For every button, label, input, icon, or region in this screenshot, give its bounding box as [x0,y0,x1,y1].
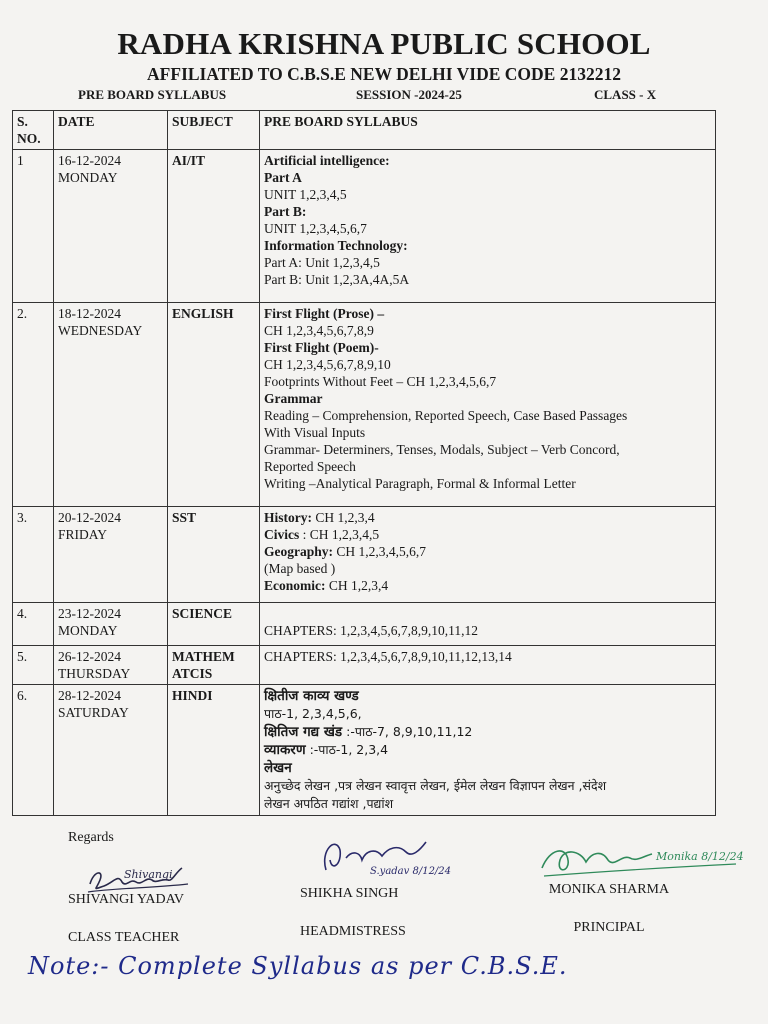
table-row [13,603,716,646]
syllabus-line: Part B: Unit 1,2,3A,4A,5A [264,272,410,287]
header-syllabus: PRE BOARD SYLLABUS [260,111,716,150]
syllabus-line: (Map based ) [264,561,336,576]
signatory-name: SHIVANGI YADAV [68,892,185,907]
header-subject: SUBJECT [168,111,260,150]
syllabus-line-part: CH 1,2,3,4 [325,578,389,593]
row-date [54,303,168,507]
school-name: RADHA KRISHNA PUBLIC SCHOOL [117,26,651,61]
syllabus-line: लेखन अपठित गद्यांश ,पद्यांश [264,796,394,811]
table-row [13,150,716,303]
signature-shivangi-text: Shivangi [124,868,173,881]
syllabus-line: Part A: Unit 1,2,3,4,5 [264,255,380,270]
syllabus-line [264,577,711,594]
syllabus-line: Reading – Comprehension, Reported Speech, Case Based Passages [264,408,628,423]
syllabus-line-part: क्षितिज गद्य खंड [264,724,343,740]
syllabus-line-part: : CH 1,2,3,4,5 [299,527,380,542]
row-day-value: SATURDAY [58,705,129,720]
row-date [54,603,168,646]
syllabus-line-part: CH 1,2,3,4 [312,510,375,525]
session-label: SESSION -2024-25 [356,87,462,102]
signature-shikha [316,830,452,880]
syllabus-line: पाठ-1, 2,3,4,5,6, [264,706,362,721]
syllabus-line: Part B: [264,204,307,219]
signature-area [0,826,768,1024]
row-syllabus [260,603,716,646]
syllabus-line-part: :-पाठ-7, 8,9,10,11,12 [342,724,473,739]
signatory-principal [534,882,684,936]
syllabus-line: Grammar [264,391,323,406]
row-subject: ENGLISH [168,303,260,507]
signatory-name: MONIKA SHARMA [548,882,670,897]
syllabus-line [264,526,711,543]
row-syllabus [260,646,716,685]
table-row [13,507,716,603]
syllabus-line [264,509,711,526]
syllabus-table [12,110,716,816]
row-day-value: MONDAY [58,623,118,638]
header-date: DATE [54,111,168,150]
row-sno: 6. [13,685,54,816]
table-row [13,303,716,507]
syllabus-line: Part A [264,170,302,185]
row-date [54,507,168,603]
syllabus-line: UNIT 1,2,3,4,5 [264,187,347,202]
row-syllabus [260,150,716,303]
row-sno: 1 [13,150,54,303]
handwritten-note: Note:- Complete Syllabus as per C.B.S.E. [28,952,568,980]
row-date [54,685,168,816]
row-syllabus [260,507,716,603]
row-subject: AI/IT [168,150,260,303]
syllabus-line: UNIT 1,2,3,4,5,6,7 [264,221,367,236]
syllabus-line: First Flight (Poem)- [264,340,379,355]
table-row [13,646,716,685]
syllabus-line: क्षितीज काव्य खण्ड [264,688,359,704]
syllabus-line-part: Civics [264,527,300,542]
syllabus-line [264,741,711,759]
row-date-value: 16-12-2024 [58,153,121,168]
signatory-class-teacher [68,892,208,946]
syllabus-line: Footprints Without Feet – CH 1,2,3,4,5,6,7 [264,374,497,389]
table-header-row [13,111,716,150]
syllabus-line: CH 1,2,3,4,5,6,7,8,9,10 [264,357,391,372]
syllabus-line [264,723,711,741]
syllabus-line [264,605,711,622]
table-row [13,685,716,816]
syllabus-line [264,543,711,560]
row-subject: SST [168,507,260,603]
row-syllabus [260,685,716,816]
syllabus-line: First Flight (Prose) – [264,306,385,321]
row-sno: 2. [13,303,54,507]
syllabus-line: लेखन [264,760,292,776]
syllabus-line: CHAPTERS: 1,2,3,4,5,6,7,8,9,10,11,12 [264,623,479,638]
syllabus-line-part: CH 1,2,3,4,5,6,7 [333,544,427,559]
signatory-title: HEADMISTRESS [300,924,406,939]
document-type: PRE BOARD SYLLABUS [78,87,227,102]
row-date-value: 26-12-2024 [58,649,121,664]
row-date-value: 18-12-2024 [58,306,121,321]
row-day-value: THURSDAY [58,666,131,681]
syllabus-line: CH 1,2,3,4,5,6,7,8,9 [264,323,374,338]
syllabus-line: Grammar- Determiners, Tenses, Modals, Subject – Verb Concord, [264,442,620,457]
signatory-name: SHIKHA SINGH [300,886,399,901]
signature-shivangi [84,860,194,896]
syllabus-line-part: History: [264,510,312,525]
syllabus-line: Artificial intelligence: [264,153,390,168]
syllabus-line: CHAPTERS: 1,2,3,4,5,6,7,8,9,10,11,12,13,14 [264,649,512,664]
class-label: CLASS - X [594,87,657,102]
row-day-value: MONDAY [58,170,118,185]
regards-text: Regards [68,830,114,845]
signatory-title: CLASS TEACHER [68,930,180,945]
syllabus-line: Information Technology: [264,238,408,253]
row-subject: SCIENCE [168,603,260,646]
row-date [54,150,168,303]
syllabus-line-part: :-पाठ-1, 2,3,4 [305,742,389,757]
row-sno: 3. [13,507,54,603]
row-date-value: 20-12-2024 [58,510,121,525]
signatory-headmistress [300,886,430,940]
signature-monika [536,838,746,886]
header-sno: S. NO. [13,111,54,150]
signature-shikha-text: S.yadav 8/12/24 [370,866,452,877]
syllabus-line: Reported Speech [264,459,356,474]
syllabus-line: With Visual Inputs [264,425,366,440]
affiliation-line: AFFILIATED TO C.B.S.E NEW DELHI VIDE CODE 2132212 [147,64,621,84]
syllabus-line-part: व्याकरण [264,742,306,758]
signatory-title: PRINCIPAL [573,920,645,935]
syllabus-line-part: Geography: [264,544,333,559]
row-syllabus [260,303,716,507]
syllabus-line-part: Economic: [264,578,326,593]
syllabus-line: अनुच्छेद लेखन ,पत्र लेखन स्वावृत्त लेखन, ईमेल लेखन विज्ञापन लेखन ,संदेश [264,778,607,793]
row-sno: 4. [13,603,54,646]
row-date-value: 28-12-2024 [58,688,121,703]
row-day-value: FRIDAY [58,527,108,542]
row-date-value: 23-12-2024 [58,606,121,621]
row-day-value: WEDNESDAY [58,323,143,338]
row-date [54,646,168,685]
row-subject: HINDI [168,685,260,816]
row-subject: MATHEM ATCIS [168,646,260,685]
signature-monika-text: Monika 8/12/24 [656,850,744,863]
syllabus-line: Writing –Analytical Paragraph, Formal & Informal Letter [264,476,576,491]
row-sno: 5. [13,646,54,685]
